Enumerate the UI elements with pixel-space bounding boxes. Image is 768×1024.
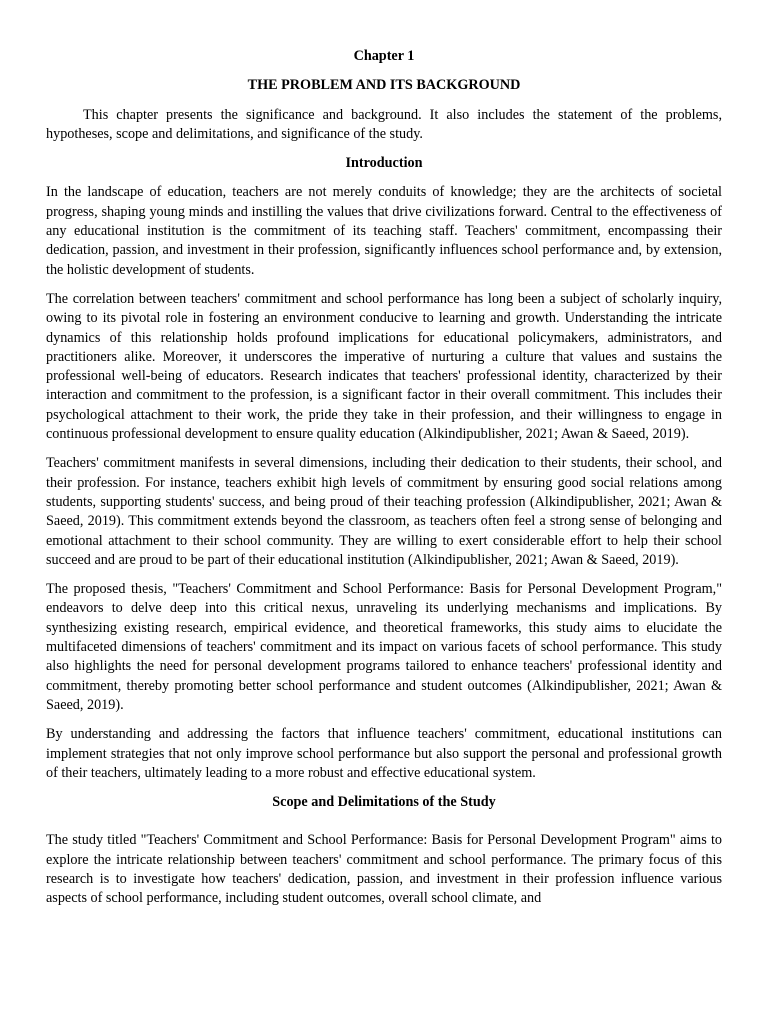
chapter-title: THE PROBLEM AND ITS BACKGROUND: [247, 77, 521, 94]
introduction-paragraph-2: The correlation between teachers' commitment and school performance has long been a subject of scholarly inquiry, owing to its pivotal role in fostering an environment conducive to learning and growth. Understanding the intricate dynamics of this relationship holds profound implications for educational policymakers, administrators, and practitioners alike. Moreover, it underscores the imperative of nurturing a culture that values and sustains the professional well-being of educators. Research indicates that teachers' professional identity, characterized by their interaction and commitment to the profession, is a significant factor in their overall commitment. This includes their psychological attachment to their work, the pride they take in their profession, and their willingness to engage in continuous professional development to ensure quality education (Alkindipublisher, 2021; Awan & Saeed, 2019).: [46, 290, 722, 443]
introduction-paragraph-1: In the landscape of education, teachers are not merely conduits of knowledge; they are the architects of societal progress, shaping young minds and instilling the values that drive civilizations forward. Central to the effectiveness of any educational institution is the commitment of its teaching staff. Teachers' commitment, encompassing their dedication, passion, and investment in their profession, significantly influences school performance and, by extension, the holistic development of students.: [46, 184, 722, 278]
introduction-paragraph-4: The proposed thesis, "Teachers' Commitment and School Performance: Basis for Personal Development Program," endeavors to delve deep into this critical nexus, unraveling its underlying mechanisms and implications. By synthesizing existing research, empirical evidence, and theoretical frameworks, this study aims to elucidate the multifaceted dimensions of teachers' commitment and its impact on various facets of school performance. This study also highlights the need for personal development programs tailored to enhance teachers' professional identity and commitment, thereby promoting better school performance and student outcomes (Alkindipublisher, 2021; Awan & Saeed, 2019).: [46, 581, 722, 713]
scope-paragraph-1: The study titled "Teachers' Commitment and School Performance: Basis for Personal Development Program" aims to explore the intricate relationship between teachers' commitment and school performance. The primary focus of this research is to investigate how teachers' dedication, passion, and investment in their profession influence various aspects of school performance, including student outcomes, overall school climate, and: [46, 832, 722, 907]
introduction-paragraph-5: By understanding and addressing the factors that influence teachers' commitment, educational institutions can implement strategies that not only improve school performance but also support the personal and professional growth of their teachers, ultimately leading to a more robust and effective educational system.: [46, 726, 722, 781]
chapter-label: Chapter 1: [353, 48, 415, 64]
scope-heading: Scope and Delimitations of the Study: [272, 794, 496, 811]
introduction-paragraph-3: Teachers' commitment manifests in several dimensions, including their dedication to their students, their school, and their profession. For instance, teachers exhibit high levels of commitment by ensuring good social relations among students, supporting students' success, and being proud of their teaching profession (Alkindipublisher, 2021; Awan & Saeed, 2019). This commitment extends beyond the classroom, as teachers often feel a strong sense of belonging and emotional attachment to their school community. They are willing to exert considerable effort to help their school succeed and are proud to be part of their educational institution (Alkindipublisher, 2021; Awan & Saeed, 2019).: [46, 455, 722, 568]
chapter-overview-paragraph: This chapter presents the significance and background. It also includes the statement of the problems, hypotheses, scope and delimitations, and significance of the study.: [46, 106, 722, 142]
introduction-heading: Introduction: [345, 155, 423, 172]
